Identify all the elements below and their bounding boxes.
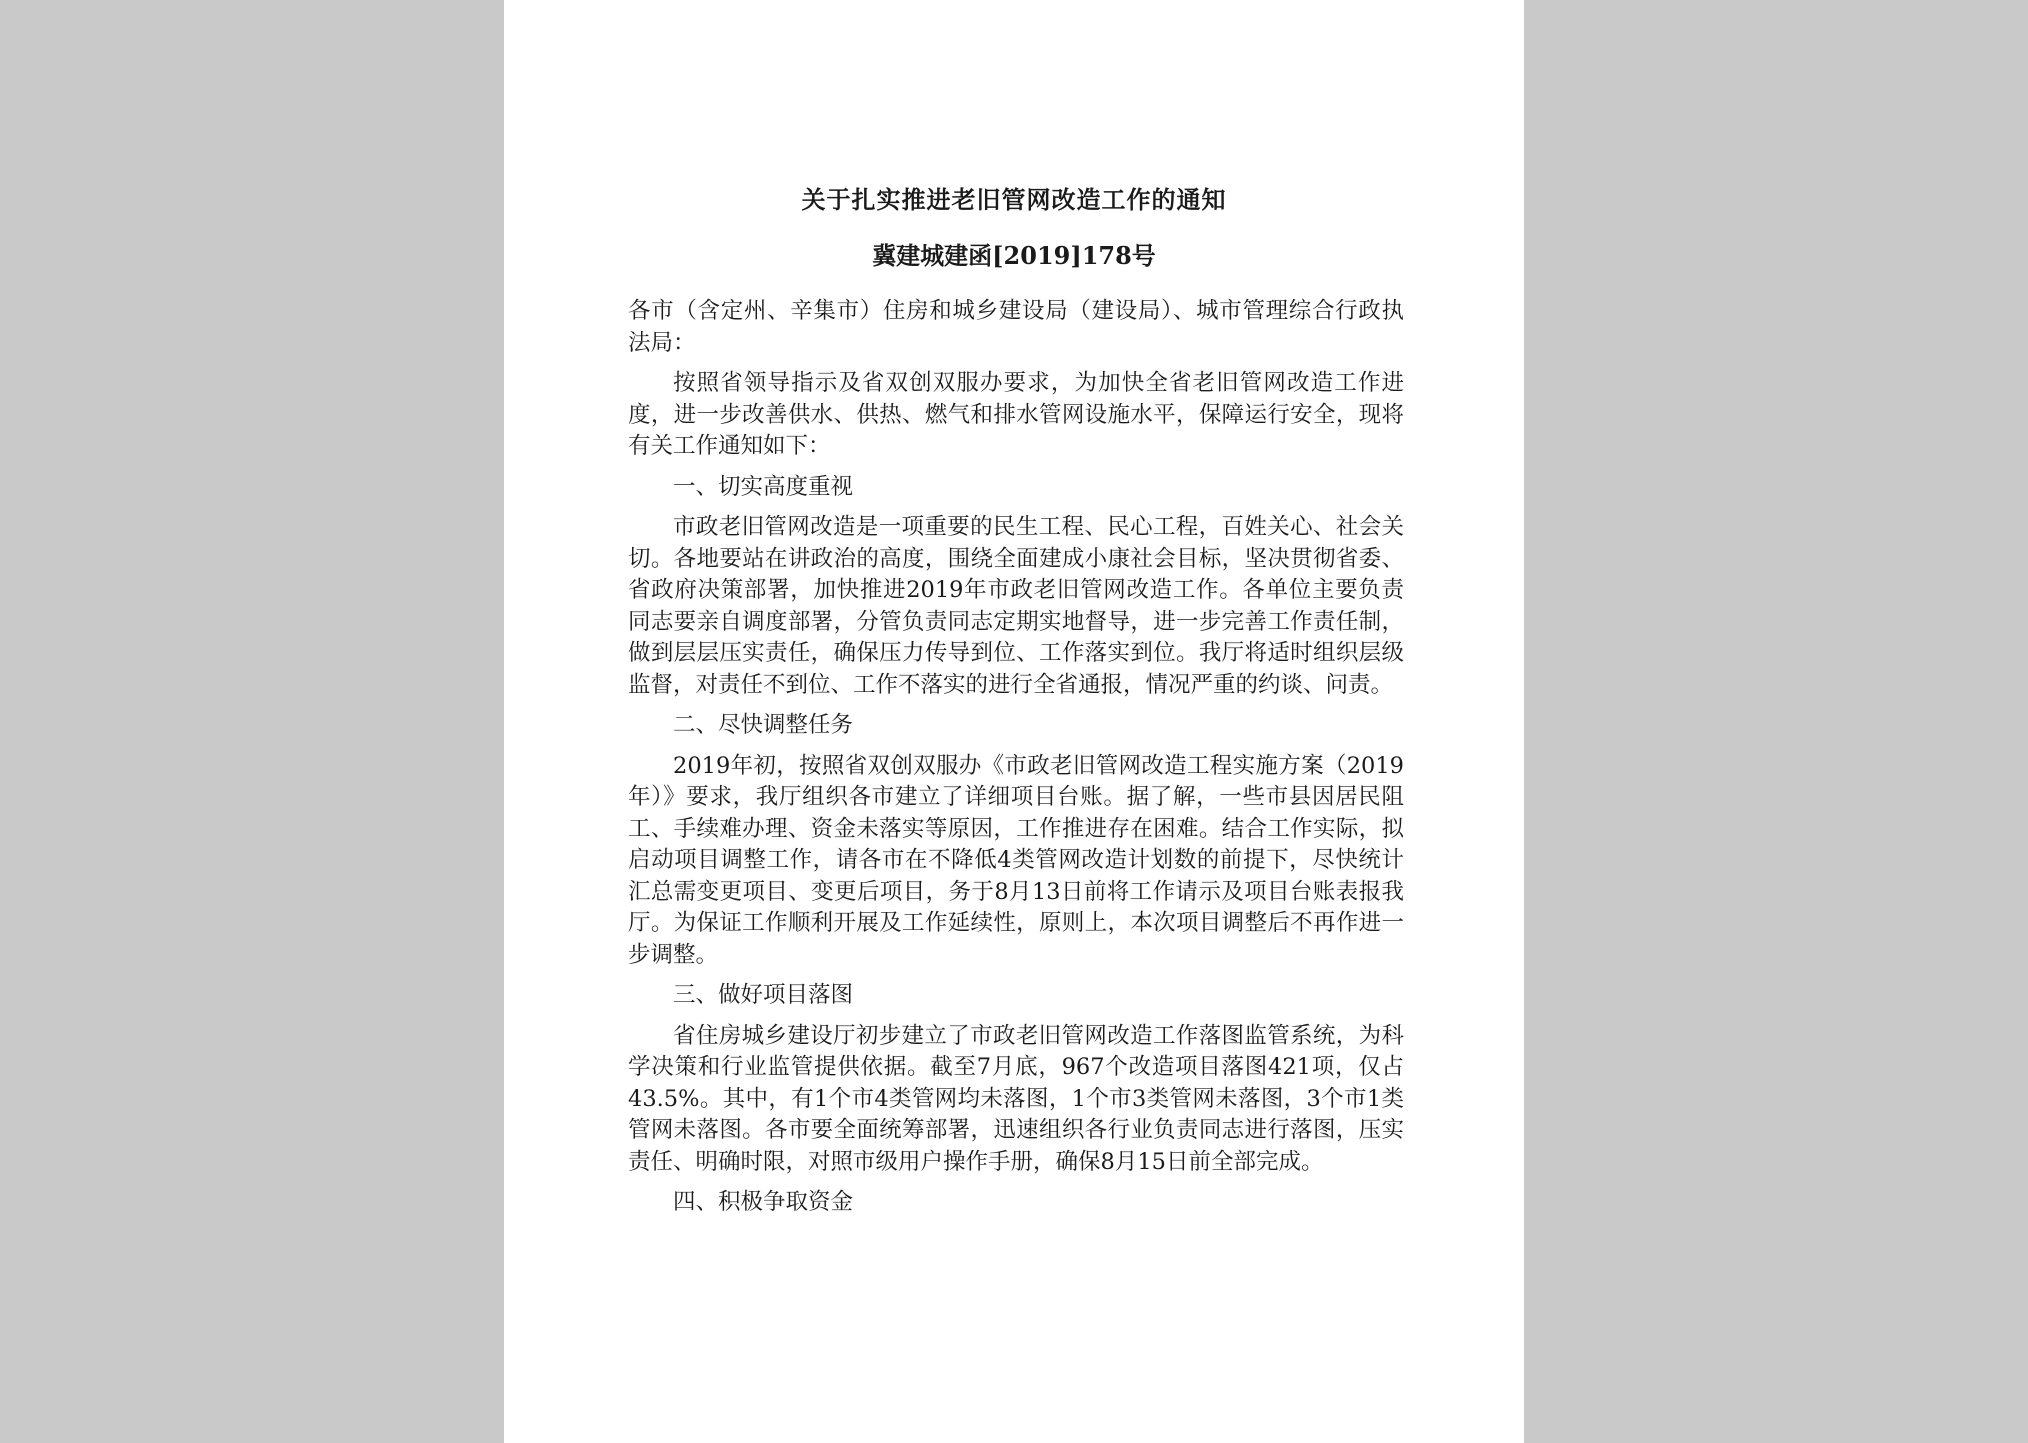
section-paragraph: 2019年初，按照省双创双服办《市政老旧管网改造工程实施方案（2019年）》要求，我厅组织各市建立了详细项目台账。据了解，一些市县因居民阻工、手续难办理、资金未落实等原因，工作推进存在困难。结合工作实际，拟启动项目调整工作，请各市在不降低4类管网改造计划数的前提下，尽快统计汇总需变更项目、变更后项目，务于8月13日前将工作请示及项目台账表报我厅。为保证工作顺利开展及工作延续性，原则上，本次项目调整后不再作进一步调整。	[628, 752, 1404, 968]
document-page	[504, 0, 1524, 1443]
section-heading: 三、做好项目落图	[673, 982, 854, 1008]
intro-paragraph: 按照省领导指示及省双创双服办要求，为加快全省老旧管网改造工作进度，进一步改善供水、供热、燃气和排水管网设施水平，保障运行安全，现将有关工作通知如下：	[628, 370, 1404, 459]
document-number: 冀建城建函[2019]178号	[872, 241, 1156, 270]
addressee: 各市（含定州、辛集市）住房和城乡建设局（建设局）、城市管理综合行政执法局：	[628, 298, 1404, 356]
document-title: 关于扎实推进老旧管网改造工作的通知	[801, 185, 1227, 214]
section-paragraph: 省住房城乡建设厅初步建立了市政老旧管网改造工作落图监管系统，为科学决策和行业监管提供依据。截至7月底，967个改造项目落图421项，仅占43.5%。其中，有1个市4类管网均未落图，1个市3类管网未落图，3个市1类管网未落图。各市要全面统筹部署，迅速组织各行业负责同志进行落图，压实责任、明确时限，对照市级用户操作手册，确保8月15日前全部完成。	[628, 1022, 1404, 1175]
section-paragraph: 市政老旧管网改造是一项重要的民生工程、民心工程，百姓关心、社会关切。各地要站在讲政治的高度，围绕全面建成小康社会目标，坚决贯彻省委、省政府决策部署，加快推进2019年市政老旧管网改造工作。各单位主要负责同志要亲自调度部署，分管负责同志定期实地督导，进一步完善工作责任制，做到层层压实责任，确保压力传导到位、工作落实到位。我厅将适时组织层级监督，对责任不到位、工作不落实的进行全省通报，情况严重的约谈、问责。	[628, 514, 1404, 698]
section-heading: 四、积极争取资金	[673, 1189, 854, 1215]
document-body	[628, 296, 1404, 1228]
section-heading: 二、尽快调整任务	[673, 712, 854, 738]
section-heading: 一、切实高度重视	[673, 473, 854, 500]
